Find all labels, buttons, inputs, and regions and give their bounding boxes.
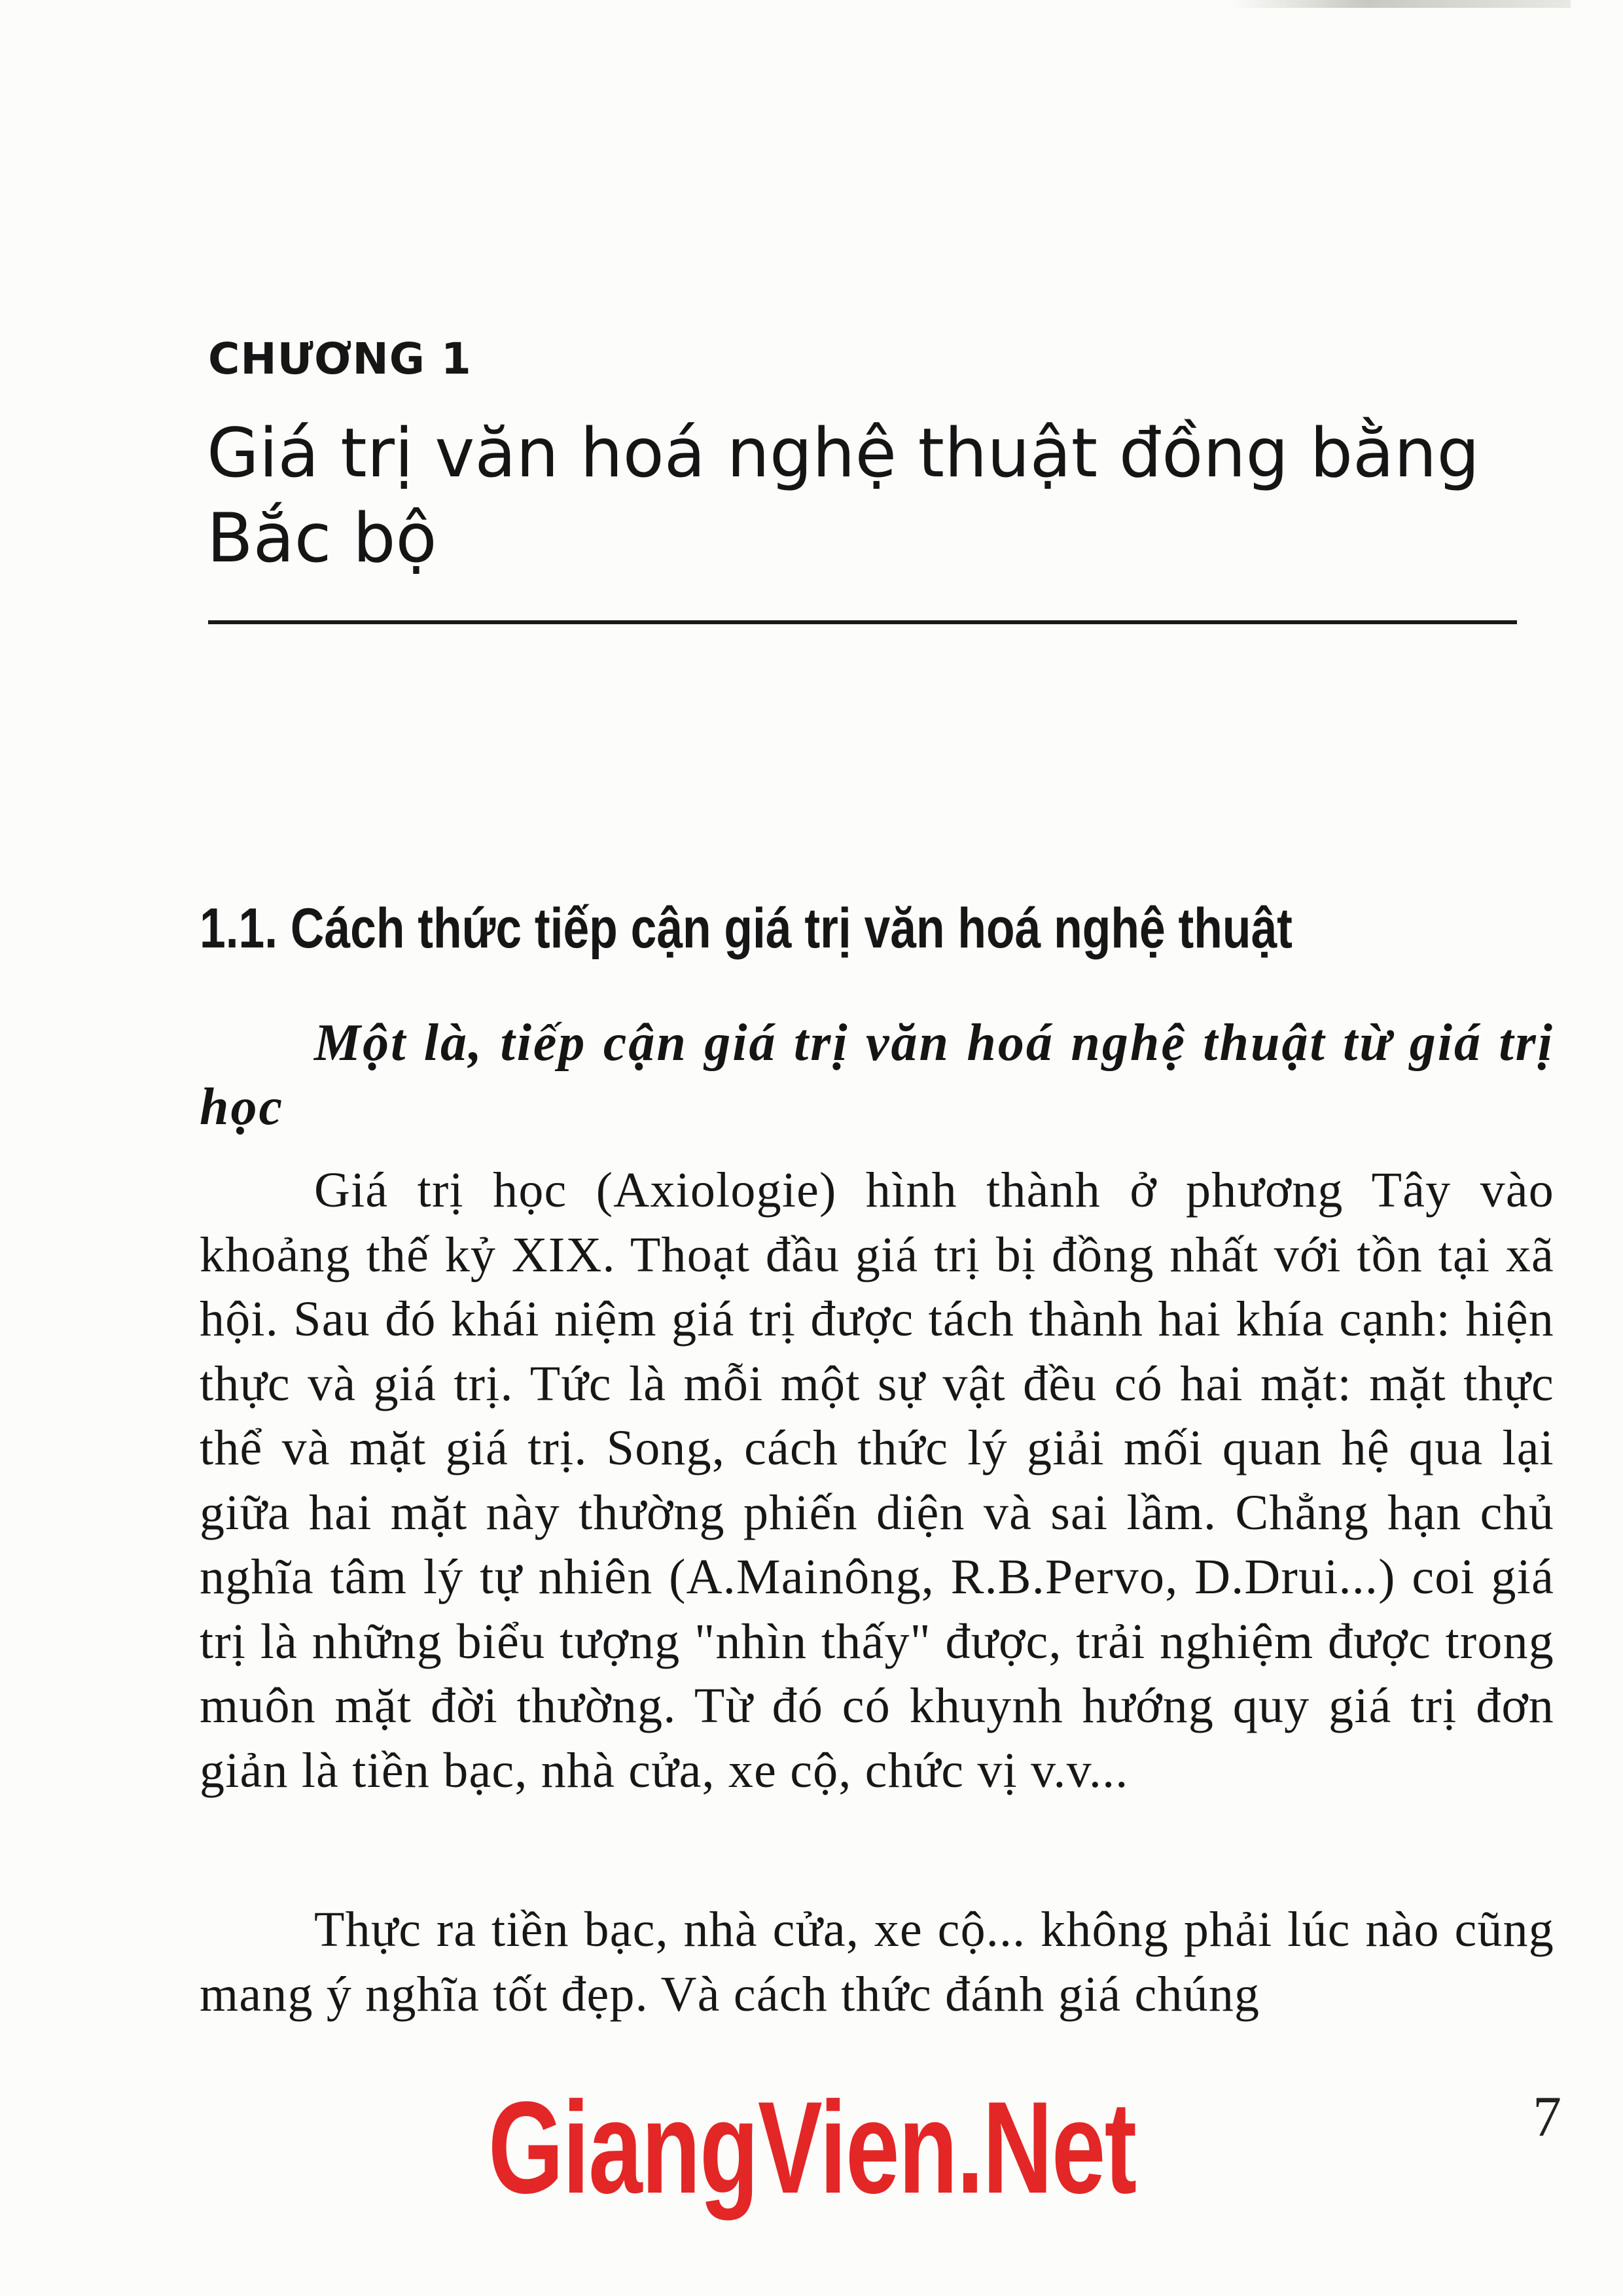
watermark-logo: GiangVien.Net [488, 2075, 1136, 2221]
section-heading: 1.1. Cách thức tiếp cận giá trị văn hoá nghệ thuật [200, 897, 1293, 960]
subsection-heading: Một là, tiếp cận giá trị văn hoá nghệ thuật từ giá trị học [200, 1014, 1554, 1136]
chapter-label: CHƯƠNG 1 [208, 334, 472, 384]
scan-edge-artifact [1230, 0, 1571, 8]
page-number: 7 [1533, 2085, 1561, 2149]
body-paragraph: Thực ra tiền bạc, nhà cửa, xe cộ... không phải lúc nào cũng mang ý nghĩa tốt đẹp. Và cách thức đánh giá chúng [200, 1902, 1554, 2022]
body-paragraph: Giá trị học (Axiologie) hình thành ở phương Tây vào khoảng thế kỷ XIX. Thoạt đầu giá trị bị đồng nhất với tồn tại xã hội. Sau đó khái niệm giá trị được tách thành hai khía cạnh: hiện thực và giá trị. Tức là mỗi một sự vật đều có hai mặt: mặt thực thể và mặt giá trị. Song, cách thức lý giải mối quan hệ qua lại giữa hai mặt này thường phiến diện và sai lầm. Chẳng hạn chủ nghĩa tâm lý tự nhiên (A.Mainông, R.B.Pervo, D.Drui...) coi giá trị là những biểu tượng "nhìn thấy" được, trải nghiệm được trong muôn mặt đời thường. Từ đó có khuynh hướng quy giá trị đơn giản là tiền bạc, nhà cửa, xe cộ, chức vị v.v... [200, 1163, 1554, 1798]
chapter-title: Giá trị văn hoá nghệ thuật đồng bằng Bắc bộ [207, 414, 1480, 578]
chapter-divider [208, 620, 1517, 624]
